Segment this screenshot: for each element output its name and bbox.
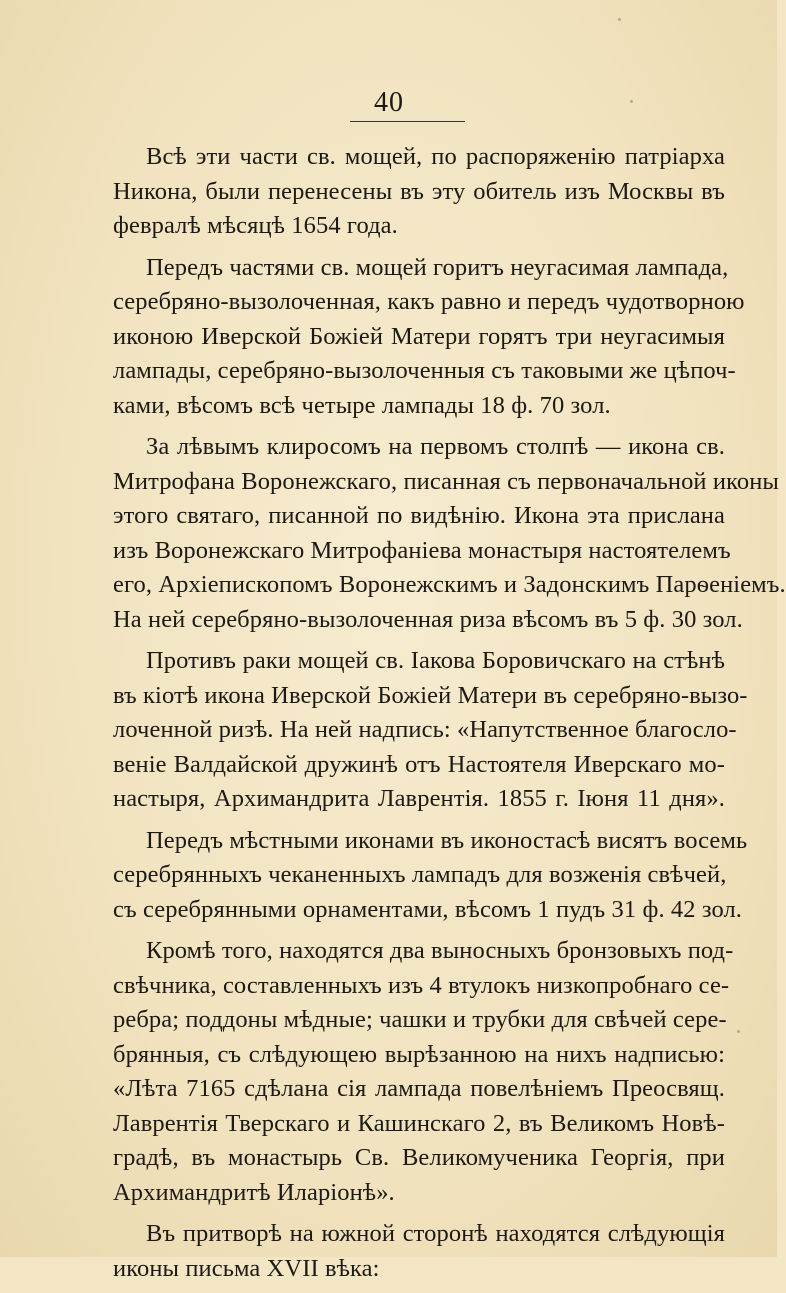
text-line: Кромѣ того, находятся два выносныхъ бронзовыхъ под- (146, 937, 734, 964)
text-line: этого святаго, писанной по видѣнію. Икона эта прислана (113, 502, 725, 529)
text-line: Всѣ эти части св. мощей, по распоряженію патріарха (146, 143, 725, 170)
text-line: Митрофана Воронежскаго, писанная съ первоначальной иконы (113, 467, 779, 495)
paper-speck (630, 100, 633, 103)
text-line: брянныя, съ слѣдующею вырѣзанною на нихъ надписью: (113, 1040, 725, 1068)
text-line: лампады, серебряно-вызолоченныя съ таковыми же цѣпоч- (113, 357, 736, 384)
text-line: свѣчника, составленныхъ изъ 4 втулокъ низкопробнаго се- (113, 971, 730, 999)
text-line: серебряно-вызолоченная, какъ равно и передъ чудотворною (113, 288, 745, 315)
text-line: Въ притворѣ на южной сторонѣ находятся слѣдующія (146, 1220, 725, 1247)
text-line: иконы письма XVII вѣка: (113, 1254, 380, 1282)
text-line: Передъ мѣстными иконами въ иконостасѣ висятъ восемь (146, 826, 748, 854)
text-line: въ кіотѣ икона Иверской Божіей Матери въ серебряно-вызо- (113, 681, 748, 709)
paper-speck (737, 1030, 740, 1033)
text-line: изъ Воронежскаго Митрофаніева монастыря настоятелемъ (113, 536, 731, 564)
paper-speck (618, 18, 621, 21)
text-line: его, Архіепископомъ Воронежскимъ и Задонскимъ Парѳеніемъ. (113, 571, 786, 598)
body-text (113, 140, 786, 1293)
text-line: веніе Валдайской дружинѣ отъ Настоятеля Иверскаго мо- (113, 750, 725, 778)
paragraph (113, 430, 786, 637)
paragraph (113, 251, 745, 424)
paragraph (113, 140, 725, 244)
text-line: настыря, Архимандрита Лаврентія. 1855 г. Іюня 11 дня». (113, 785, 725, 812)
text-line: Архимандритѣ Иларіонѣ». (113, 1178, 395, 1206)
paragraph (113, 644, 748, 817)
text-line: ребра; поддоны мѣдные; чашки и трубки для свѣчей сере- (113, 1006, 727, 1033)
text-line: Лаврентія Тверскаго и Кашинскаго 2, въ Великомъ Новѣ- (113, 1109, 725, 1137)
text-line: «Лѣта 7165 сдѣлана сія лампада повелѣніемъ Преосвящ. (113, 1075, 725, 1102)
text-line: серебрянныхъ чеканенныхъ лампадъ для возженія свѣчей, (113, 861, 727, 888)
text-line: ками, вѣсомъ всѣ четыре лампады 18 ф. 70 зол. (113, 391, 611, 419)
text-line: Никона, были перенесены въ эту обитель изъ Москвы въ (113, 177, 725, 205)
text-line: На ней серебряно-вызолоченная риза вѣсомъ въ 5 ф. 30 зол. (113, 605, 743, 633)
paragraph (113, 824, 748, 928)
paragraph (113, 1217, 725, 1286)
text-line: съ серебрянными орнаментами, вѣсомъ 1 пудъ 31 ф. 42 зол. (113, 895, 743, 923)
page-number: 40 (374, 87, 404, 118)
text-line: градѣ, въ монастырь Св. Великомученика Георгія, при (113, 1144, 725, 1171)
text-line: За лѣвымъ клиросомъ на первомъ столпѣ — икона св. (146, 433, 725, 460)
text-line: Передъ частями св. мощей горитъ неугасимая лампада, (146, 253, 729, 281)
text-line: иконою Иверской Божіей Матери горятъ три неугасимыя (113, 322, 725, 350)
text-line: Противъ раки мощей св. Іакова Боровичскаго на стѣнѣ (146, 647, 725, 674)
paragraph (113, 934, 734, 1210)
text-line: лоченной ризѣ. На ней надпись: «Напутственное благосло- (113, 716, 737, 743)
text-line: февралѣ мѣсяцѣ 1654 года. (113, 212, 398, 239)
page-number-rule (350, 121, 465, 122)
